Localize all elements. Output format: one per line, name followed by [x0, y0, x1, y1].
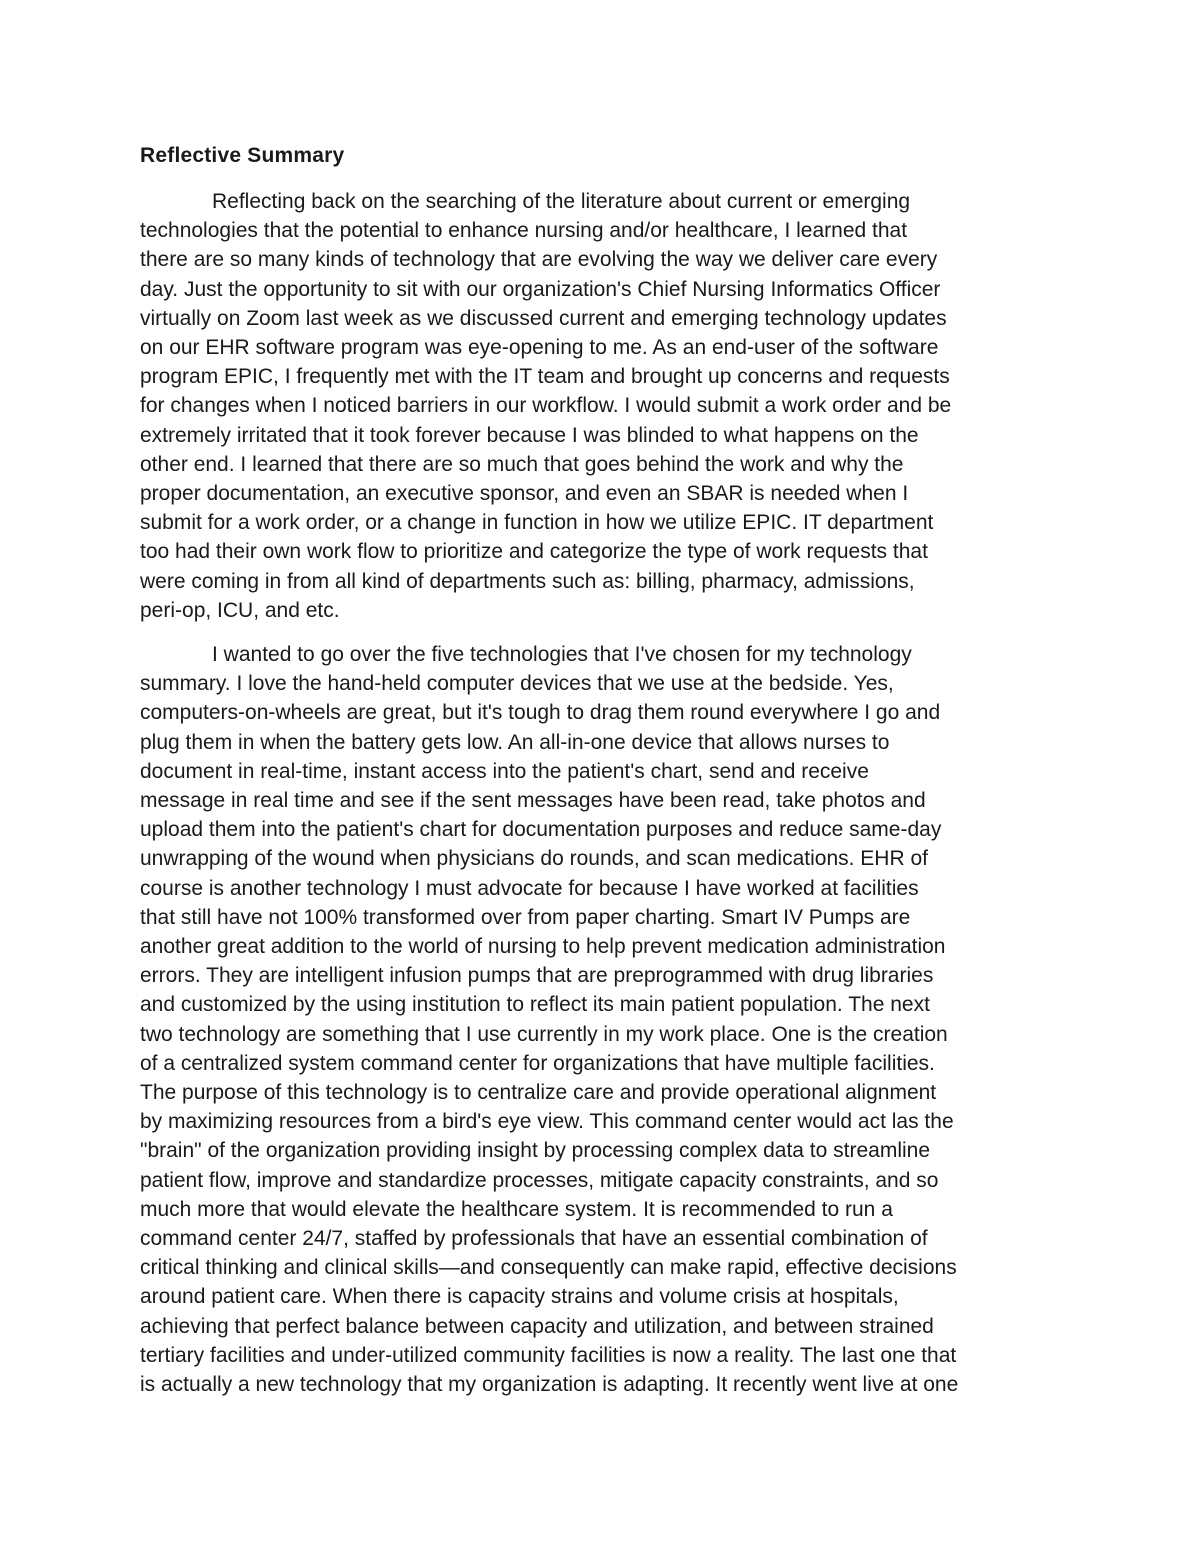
text-line: patient flow, improve and standardize processes, mitigate capacity constraints, and so [140, 1168, 939, 1192]
text-line: Reflecting back on the searching of the literature about current or emerging [212, 190, 911, 213]
text-line: technologies that the potential to enhance nursing and/or healthcare, I learned that [140, 219, 908, 243]
text-line: there are so many kinds of technology that are evolving the way we deliver care every [140, 248, 938, 272]
text-line: The purpose of this technology is to centralize care and provide operational alignment [140, 1081, 937, 1105]
text-line: I wanted to go over the five technologies that I've chosen for my technology [212, 643, 912, 666]
text-line: day. Just the opportunity to sit with our organization's Chief Nursing Informatics Officer [140, 277, 941, 301]
text-line: course is another technology I must advocate for because I have worked at facilities [140, 876, 919, 900]
text-line: summary. I love the hand-held computer devices that we use at the bedside. Yes, [140, 672, 894, 696]
text-line: too had their own work flow to prioritize and categorize the type of work requests that [140, 540, 928, 564]
text-line: two technology are something that I use currently in my work place. One is the creation [140, 1022, 948, 1046]
text-line: plug them in when the battery gets low. An all-in-one device that allows nurses to [140, 730, 890, 754]
text-line: peri-op, ICU, and etc. [140, 598, 340, 622]
text-line: extremely irritated that it took forever because I was blinded to what happens on the [140, 423, 919, 447]
text-line: message in real time and see if the sent messages have been read, take photos and [140, 789, 926, 813]
text-line: errors. They are intelligent infusion pumps that are preprogrammed with drug libraries [140, 964, 934, 988]
text-line: command center 24/7, staffed by professionals that have an essential combination of [140, 1227, 928, 1251]
paragraph-reflection [140, 187, 951, 625]
text-line: computers-on-wheels are great, but it's tough to drag them round everywhere I go and [140, 701, 941, 725]
text-line: and customized by the using institution to reflect its main patient population. The next [140, 993, 930, 1017]
text-line: document in real-time, instant access into the patient's chart, send and receive [140, 759, 869, 783]
text-line: virtually on Zoom last week as we discussed current and emerging technology updates [140, 306, 947, 330]
text-line: achieving that perfect balance between capacity and utilization, and between strained [140, 1314, 934, 1338]
text-line: program EPIC, I frequently met with the IT team and brought up concerns and requests [140, 365, 950, 389]
text-line: "brain" of the organization providing insight by processing complex data to streamline [140, 1139, 931, 1163]
text-line: other end. I learned that there are so much that goes behind the work and why the [140, 452, 904, 476]
document-title: Reflective Summary [140, 144, 345, 167]
text-line: unwrapping of the wound when physicians do rounds, and scan medications. EHR of [140, 847, 928, 871]
text-line: upload them into the patient's chart for documentation purposes and reduce same-day [140, 818, 942, 842]
text-line: proper documentation, an executive sponsor, and even an SBAR is needed when I [140, 482, 909, 506]
text-line: around patient care. When there is capacity strains and volume crisis at hospitals, [140, 1285, 899, 1309]
paragraph-technologies [140, 640, 958, 1399]
text-line: for changes when I noticed barriers in our workflow. I would submit a work order and be [140, 394, 952, 418]
text-line: that still have not 100% transformed over from paper charting. Smart IV Pumps are [140, 905, 911, 929]
text-line: of a centralized system command center for organizations that have multiple facilities. [140, 1051, 935, 1075]
text-line: much more that would elevate the healthcare system. It is recommended to run a [140, 1197, 893, 1221]
text-line: by maximizing resources from a bird's eye view. This command center would act las the [140, 1110, 954, 1134]
text-line: is actually a new technology that my organization is adapting. It recently went live at one [140, 1373, 959, 1397]
text-line: were coming in from all kind of departments such as: billing, pharmacy, admissions, [140, 569, 915, 593]
text-line: tertiary facilities and under-utilized community facilities is now a reality. The last one that [140, 1343, 957, 1367]
text-line: submit for a work order, or a change in function in how we utilize EPIC. IT department [140, 511, 934, 535]
text-line: another great addition to the world of nursing to help prevent medication administration [140, 935, 946, 959]
text-line: critical thinking and clinical skills—and consequently can make rapid, effective decisions [140, 1256, 957, 1280]
text-line: on our EHR software program was eye-opening to me. As an end-user of the software [140, 336, 939, 360]
